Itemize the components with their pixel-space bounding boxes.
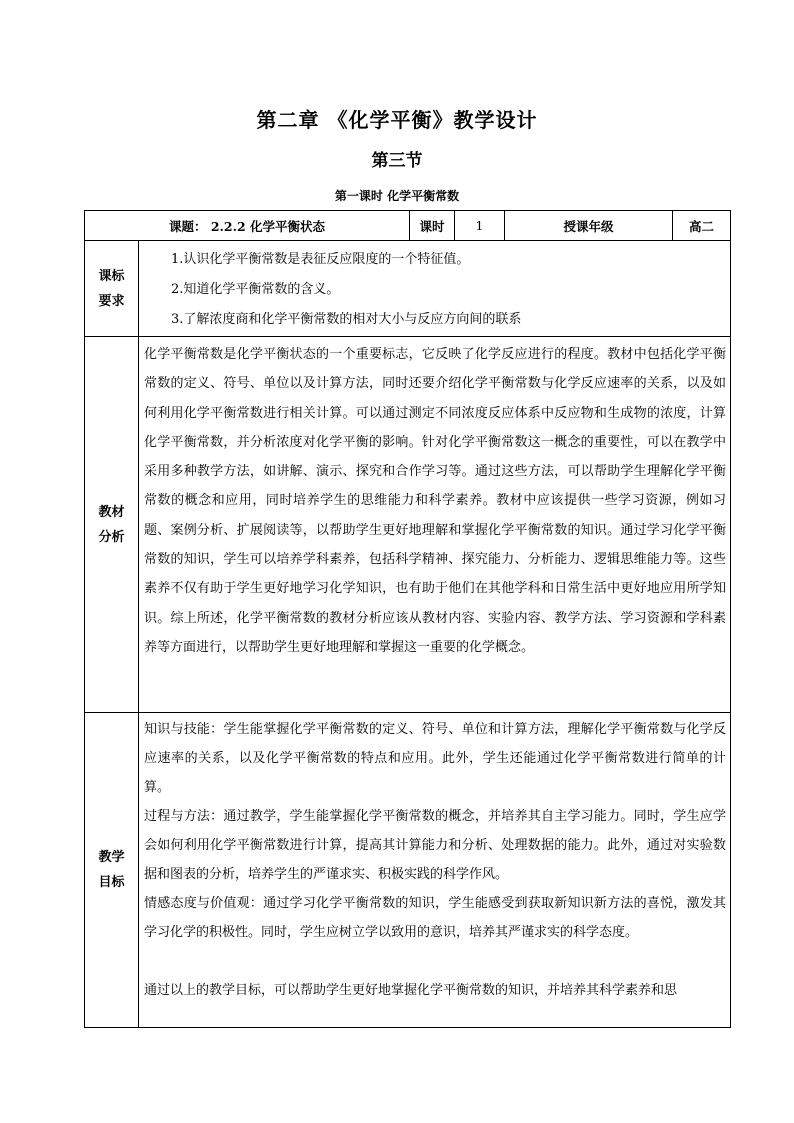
goals-label-line1: 教学 — [98, 850, 125, 865]
standards-label — [85, 241, 139, 337]
standards-label-line2: 要求 — [98, 293, 125, 309]
grade-label: 授课年级 — [505, 211, 673, 241]
goal-process: 过程与方法：通过教学，学生能掌握化学平衡常数的概念，并培养其自主学习能力。同时，学生应学会如何利用化学平衡常数进行计算，提高其计算能力和分析、处理数据的能力。此外，通过对实验数据和图表的分析，培养学生的严谨求实、积极实践的科学作风。 — [144, 809, 727, 882]
goal-knowledge: 知识与技能：学生能掌握化学平衡常数的定义、符号、单位和计算方法，理解化学平衡常数与化学反应速率的关系，以及化学平衡常数的特点和应用。此外，学生还能通过化学平衡常数进行简单的计算。 — [144, 722, 727, 795]
analysis-label-line1: 教材 — [98, 504, 125, 520]
analysis-content: 化学平衡常数是化学平衡状态的一个重要标志，它反映了化学反应进行的程度。教材中包括化学平衡常数的定义、符号、单位以及计算方法，同时还要介绍化学平衡常数与化学反应速率的关系，以及如何利用化学平衡常数进行相关计算。可以通过测定不同浓度反应体系中反应物和生成物的浓度，计算化学平衡常数，并分析浓度对化学平衡的影响。针对化学平衡常数这一概念的重要性，可以在教学中采用多种教学方法，如讲解、演示、探究和合作学习等。通过这些方法，可以帮助学生理解化学平衡常数的概念和应用，同时培养学生的思维能力和科学素养。教材中应该提供一些学习资源，例如习题、案例分析、扩展阅读等，以帮助学生更好地理解和掌握化学平衡常数的知识。通过学习化学平衡常数的知识，学生可以培养学科素养，包括科学精神、探究能力、分析能力、逻辑思维能力等。这些素养不仅有助于学生更好地学习化学知识，也有助于他们在其他学科和日常生活中更好地应用所学知识。综上所述，化学平衡常数的教材分析应该从教材内容、实验内容、教学方法、学习资源和学科素养等方面进行，以帮助学生更好地理解和掌握这一重要的化学概念。 — [139, 337, 731, 713]
analysis-label-line2: 分析 — [98, 529, 125, 545]
standards-label-line1: 课标 — [98, 268, 125, 284]
goals-row — [85, 713, 731, 1028]
standards-content — [139, 241, 731, 337]
standard-item: 2.知道化学平衡常数的含义。 — [171, 282, 340, 297]
topic-cell: 课题： 2.2.2 化学平衡状态 — [85, 211, 410, 241]
standards-row — [85, 241, 731, 337]
hours-label: 课时 — [410, 211, 455, 241]
analysis-row — [85, 337, 731, 713]
goals-label-line2: 目标 — [98, 875, 125, 890]
goal-summary: 通过以上的教学目标，可以帮助学生更好地掌握化学平衡常数的知识，并培养其科学素养和思 — [144, 983, 678, 998]
goal-attitude: 情感态度与价值观：通过学习化学平衡常数的知识，学生能感受到获取新知识新方法的喜悦，激发其学习化学的积极性。同时，学生应树立学以致用的意识，培养其严谨求实的科学态度。 — [144, 896, 727, 940]
hours-value: 1 — [455, 211, 505, 241]
lesson-plan-table — [84, 210, 731, 1028]
page-title: 第二章 《化学平衡》教学设计 — [256, 108, 538, 132]
standard-item: 3.了解浓度商和化学平衡常数的相对大小与反应方向间的联系 — [171, 312, 522, 327]
analysis-label — [85, 337, 139, 713]
section-title: 第三节 — [371, 151, 423, 171]
info-row — [85, 211, 731, 241]
goals-label — [85, 713, 139, 1028]
lesson-title: 第一课时 化学平衡常数 — [334, 189, 460, 203]
grade-value: 高二 — [673, 211, 731, 241]
goals-content — [139, 713, 731, 1028]
blank-line — [144, 947, 726, 976]
standard-item: 1.认识化学平衡常数是表征反应限度的一个特征值。 — [171, 252, 470, 267]
